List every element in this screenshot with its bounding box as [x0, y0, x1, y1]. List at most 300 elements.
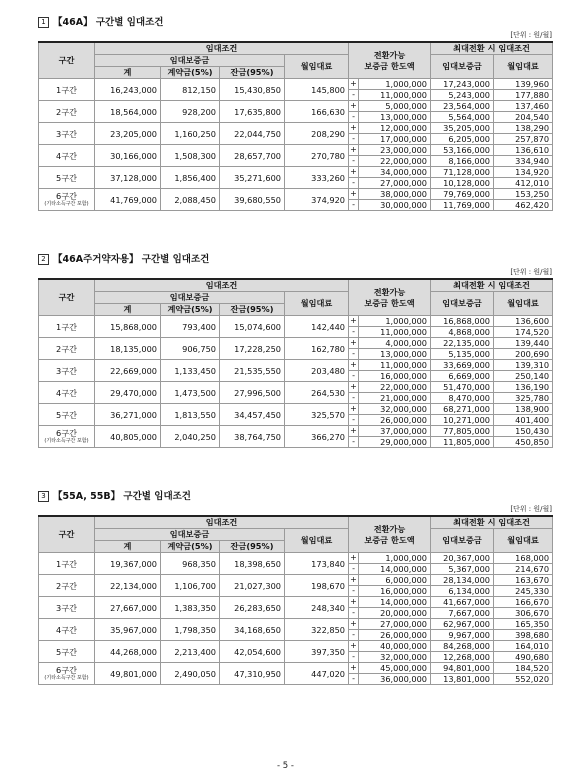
header-deposit: 임대보증금: [95, 292, 285, 304]
plus-sign: +: [350, 553, 357, 562]
plus-deposit-cell: 71,128,000: [431, 167, 494, 178]
unit-label: [단위 : 원/월]: [510, 31, 552, 39]
section-title-text: 【46A】 구간별 임대조건: [53, 17, 164, 28]
plus-limit-cell: 1,000,000: [359, 79, 431, 90]
plus-sign: +: [350, 189, 357, 198]
monthly-cell: 173,840: [285, 553, 349, 575]
table-row: [39, 404, 553, 415]
section-number: 2: [38, 254, 49, 265]
group-name: 6구간: [55, 428, 78, 438]
monthly-cell: 325,570: [285, 404, 349, 426]
plus-monthly-cell: 163,670: [494, 575, 553, 586]
contract-cell: 928,200: [161, 101, 220, 123]
monthly-cell: 333,260: [285, 167, 349, 189]
plus-deposit-cell: 22,135,000: [431, 338, 494, 349]
minus-monthly-cell: 462,420: [494, 200, 553, 211]
header-contract: 계약금(5%): [161, 541, 220, 553]
header-max-deposit: 임대보증금: [431, 55, 494, 79]
plus-deposit-cell: 16,868,000: [431, 316, 494, 327]
minus-deposit-cell: 13,801,000: [431, 674, 494, 685]
monthly-cell: 270,780: [285, 145, 349, 167]
plus-sign: +: [350, 123, 357, 132]
header-contract: 계약금(5%): [161, 67, 220, 79]
contract-cell: 2,490,050: [161, 663, 220, 685]
minus-monthly-cell: 334,940: [494, 156, 553, 167]
plus-deposit-cell: 79,769,000: [431, 189, 494, 200]
plus-monthly-cell: 150,430: [494, 426, 553, 437]
plus-monthly-cell: 184,520: [494, 663, 553, 674]
group-name: 3구간: [55, 602, 78, 613]
minus-limit-cell: 17,000,000: [359, 134, 431, 145]
header-rent-conditions: 임대조건: [95, 42, 349, 55]
minus-sign: -: [349, 586, 359, 597]
plus-monthly-cell: 165,350: [494, 619, 553, 630]
group-name: 5구간: [55, 409, 78, 420]
table-row: [39, 167, 553, 178]
table-row: [39, 619, 553, 630]
header-max-conversion: 최대전환 시 임대조건: [431, 516, 553, 529]
balance-cell: 34,168,650: [220, 619, 285, 641]
section-46a-elderly: [38, 253, 552, 448]
minus-sign: -: [349, 630, 359, 641]
plus-limit-cell: 34,000,000: [359, 167, 431, 178]
plus-limit-cell: 23,000,000: [359, 145, 431, 156]
plus-sign: +: [350, 641, 357, 650]
group-name: 6구간: [55, 665, 78, 675]
section-title: [38, 16, 552, 30]
group-cell: [39, 338, 95, 360]
header-convertible-line2: 보증금 한도액: [364, 60, 415, 71]
group-name: 2구간: [55, 106, 78, 117]
table-row: [39, 316, 553, 327]
group-name: 4구간: [55, 150, 78, 161]
minus-monthly-cell: 257,870: [494, 134, 553, 145]
minus-deposit-cell: 10,271,000: [431, 415, 494, 426]
minus-limit-cell: 16,000,000: [359, 371, 431, 382]
minus-monthly-cell: 412,010: [494, 178, 553, 189]
page-number: - 5 -: [277, 761, 294, 771]
minus-monthly-cell: 174,520: [494, 327, 553, 338]
header-balance: 잔금(95%): [220, 67, 285, 79]
plus-limit-cell: 1,000,000: [359, 553, 431, 564]
plus-limit-cell: 22,000,000: [359, 382, 431, 393]
group-cell: [39, 553, 95, 575]
header-convertible-line2: 보증금 한도액: [364, 297, 415, 308]
plus-monthly-cell: 138,900: [494, 404, 553, 415]
group-name: 6구간: [55, 191, 78, 201]
total-cell: 19,367,000: [95, 553, 161, 575]
section-number: 3: [38, 491, 49, 502]
table-row: [39, 123, 553, 134]
total-cell: 22,669,000: [95, 360, 161, 382]
header-rent-conditions: 임대조건: [95, 516, 349, 529]
contract-cell: 1,133,450: [161, 360, 220, 382]
group-cell: [39, 382, 95, 404]
group-cell: [39, 426, 95, 448]
group-name: 2구간: [55, 580, 78, 591]
minus-sign: -: [349, 371, 359, 382]
total-cell: 44,268,000: [95, 641, 161, 663]
contract-cell: 1,473,500: [161, 382, 220, 404]
contract-cell: 2,088,450: [161, 189, 220, 211]
plus-monthly-cell: 164,010: [494, 641, 553, 652]
plus-limit-cell: 4,000,000: [359, 338, 431, 349]
monthly-cell: 248,340: [285, 597, 349, 619]
minus-deposit-cell: 6,669,000: [431, 371, 494, 382]
header-group: 구간: [39, 42, 95, 79]
total-cell: 22,134,000: [95, 575, 161, 597]
plus-deposit-cell: 20,367,000: [431, 553, 494, 564]
section-title-text: 【55A, 55B】 구간별 임대조건: [53, 491, 191, 502]
plus-limit-cell: 40,000,000: [359, 641, 431, 652]
group-name: 1구간: [55, 321, 78, 332]
plus-deposit-cell: 23,564,000: [431, 101, 494, 112]
contract-cell: 793,400: [161, 316, 220, 338]
plus-deposit-cell: 94,801,000: [431, 663, 494, 674]
minus-deposit-cell: 11,769,000: [431, 200, 494, 211]
group-note: (기타소득구간 포함): [44, 675, 89, 681]
minus-limit-cell: 32,000,000: [359, 652, 431, 663]
table-row: [39, 663, 553, 674]
group-name: 1구간: [55, 558, 78, 569]
monthly-cell: 142,440: [285, 316, 349, 338]
balance-cell: 47,310,950: [220, 663, 285, 685]
monthly-cell: 374,920: [285, 189, 349, 211]
plus-monthly-cell: 139,960: [494, 79, 553, 90]
group-cell: [39, 189, 95, 211]
plus-sign: +: [350, 360, 357, 369]
plus-deposit-cell: 53,166,000: [431, 145, 494, 156]
total-cell: 16,243,000: [95, 79, 161, 101]
total-cell: 18,135,000: [95, 338, 161, 360]
minus-monthly-cell: 398,680: [494, 630, 553, 641]
table-row: [39, 426, 553, 437]
plus-deposit-cell: 62,967,000: [431, 619, 494, 630]
minus-monthly-cell: 204,540: [494, 112, 553, 123]
header-monthly: 월임대료: [285, 55, 349, 79]
group-note: (기타소득구간 포함): [44, 438, 89, 444]
rent-table: [38, 278, 553, 448]
header-group: 구간: [39, 516, 95, 553]
total-cell: 37,128,000: [95, 167, 161, 189]
header-group: 구간: [39, 279, 95, 316]
group-name: 2구간: [55, 343, 78, 354]
section-title: [38, 490, 552, 504]
group-name: 4구간: [55, 387, 78, 398]
header-total: 계: [95, 541, 161, 553]
plus-monthly-cell: 136,600: [494, 316, 553, 327]
header-deposit: 임대보증금: [95, 529, 285, 541]
minus-limit-cell: 11,000,000: [359, 90, 431, 101]
minus-sign: -: [349, 134, 359, 145]
section-number: 1: [38, 17, 49, 28]
contract-cell: 1,106,700: [161, 575, 220, 597]
unit-label: [단위 : 원/월]: [510, 505, 552, 513]
balance-cell: 26,283,650: [220, 597, 285, 619]
minus-limit-cell: 20,000,000: [359, 608, 431, 619]
plus-deposit-cell: 17,243,000: [431, 79, 494, 90]
section-title-text: 【46A주거약자용】 구간별 임대조건: [53, 254, 210, 265]
minus-monthly-cell: 200,690: [494, 349, 553, 360]
group-note: (기타소득구간 포함): [44, 201, 89, 207]
unit-label: [단위 : 원/월]: [510, 268, 552, 276]
group-cell: [39, 663, 95, 685]
minus-deposit-cell: 10,128,000: [431, 178, 494, 189]
group-cell: [39, 79, 95, 101]
total-cell: 15,868,000: [95, 316, 161, 338]
minus-deposit-cell: 7,667,000: [431, 608, 494, 619]
monthly-cell: 208,290: [285, 123, 349, 145]
plus-monthly-cell: 168,000: [494, 553, 553, 564]
minus-limit-cell: 26,000,000: [359, 415, 431, 426]
header-max-monthly: 월임대료: [494, 292, 553, 316]
contract-cell: 1,160,250: [161, 123, 220, 145]
minus-deposit-cell: 5,367,000: [431, 564, 494, 575]
minus-sign: -: [349, 349, 359, 360]
header-max-deposit: 임대보증금: [431, 292, 494, 316]
contract-cell: 2,213,400: [161, 641, 220, 663]
balance-cell: 15,074,600: [220, 316, 285, 338]
plus-sign: +: [350, 426, 357, 435]
balance-cell: 18,398,650: [220, 553, 285, 575]
balance-cell: 22,044,750: [220, 123, 285, 145]
monthly-cell: 322,850: [285, 619, 349, 641]
plus-sign: +: [350, 167, 357, 176]
group-cell: [39, 123, 95, 145]
plus-limit-cell: 38,000,000: [359, 189, 431, 200]
plus-monthly-cell: 136,610: [494, 145, 553, 156]
minus-limit-cell: 36,000,000: [359, 674, 431, 685]
plus-limit-cell: 27,000,000: [359, 619, 431, 630]
monthly-cell: 264,530: [285, 382, 349, 404]
plus-deposit-cell: 84,268,000: [431, 641, 494, 652]
balance-cell: 39,680,550: [220, 189, 285, 211]
minus-sign: -: [349, 652, 359, 663]
plus-limit-cell: 45,000,000: [359, 663, 431, 674]
minus-monthly-cell: 401,400: [494, 415, 553, 426]
plus-limit-cell: 32,000,000: [359, 404, 431, 415]
minus-sign: -: [349, 674, 359, 685]
minus-limit-cell: 11,000,000: [359, 327, 431, 338]
group-cell: [39, 167, 95, 189]
contract-cell: 906,750: [161, 338, 220, 360]
table-row: [39, 79, 553, 90]
plus-limit-cell: 6,000,000: [359, 575, 431, 586]
monthly-cell: 203,480: [285, 360, 349, 382]
header-balance: 잔금(95%): [220, 304, 285, 316]
group-name: 3구간: [55, 128, 78, 139]
total-cell: 23,205,000: [95, 123, 161, 145]
monthly-cell: 162,780: [285, 338, 349, 360]
plus-deposit-cell: 77,805,000: [431, 426, 494, 437]
plus-deposit-cell: 51,470,000: [431, 382, 494, 393]
balance-cell: 15,430,850: [220, 79, 285, 101]
header-balance: 잔금(95%): [220, 541, 285, 553]
minus-deposit-cell: 5,135,000: [431, 349, 494, 360]
group-cell: [39, 101, 95, 123]
minus-limit-cell: 13,000,000: [359, 112, 431, 123]
minus-sign: -: [349, 90, 359, 101]
contract-cell: 2,040,250: [161, 426, 220, 448]
plus-limit-cell: 11,000,000: [359, 360, 431, 371]
minus-monthly-cell: 490,680: [494, 652, 553, 663]
plus-monthly-cell: 134,920: [494, 167, 553, 178]
header-contract: 계약금(5%): [161, 304, 220, 316]
header-convertible-line1: 전환가능: [373, 49, 406, 60]
contract-cell: 968,350: [161, 553, 220, 575]
total-cell: 29,470,000: [95, 382, 161, 404]
group-name: 1구간: [55, 84, 78, 95]
rent-table: [38, 41, 553, 211]
rent-table: [38, 515, 553, 685]
plus-limit-cell: 37,000,000: [359, 426, 431, 437]
minus-limit-cell: 27,000,000: [359, 178, 431, 189]
minus-deposit-cell: 12,268,000: [431, 652, 494, 663]
minus-monthly-cell: 325,780: [494, 393, 553, 404]
minus-limit-cell: 14,000,000: [359, 564, 431, 575]
minus-deposit-cell: 6,205,000: [431, 134, 494, 145]
minus-deposit-cell: 5,564,000: [431, 112, 494, 123]
total-cell: 40,805,000: [95, 426, 161, 448]
table-row: [39, 101, 553, 112]
total-cell: 49,801,000: [95, 663, 161, 685]
header-max-monthly: 월임대료: [494, 55, 553, 79]
balance-cell: 35,271,600: [220, 167, 285, 189]
contract-cell: 1,798,350: [161, 619, 220, 641]
minus-sign: -: [349, 112, 359, 123]
group-cell: [39, 145, 95, 167]
plus-monthly-cell: 139,310: [494, 360, 553, 371]
table-row: [39, 553, 553, 564]
plus-sign: +: [350, 382, 357, 391]
header-convertible: [349, 279, 431, 316]
total-cell: 30,166,000: [95, 145, 161, 167]
monthly-cell: 166,630: [285, 101, 349, 123]
monthly-cell: 447,020: [285, 663, 349, 685]
plus-limit-cell: 1,000,000: [359, 316, 431, 327]
plus-sign: +: [350, 145, 357, 154]
minus-limit-cell: 30,000,000: [359, 200, 431, 211]
minus-limit-cell: 13,000,000: [359, 349, 431, 360]
group-name: 5구간: [55, 646, 78, 657]
header-max-monthly: 월임대료: [494, 529, 553, 553]
table-row: [39, 575, 553, 586]
contract-cell: 812,150: [161, 79, 220, 101]
minus-deposit-cell: 6,134,000: [431, 586, 494, 597]
group-cell: [39, 641, 95, 663]
header-max-conversion: 최대전환 시 임대조건: [431, 279, 553, 292]
plus-sign: +: [350, 101, 357, 110]
minus-monthly-cell: 450,850: [494, 437, 553, 448]
group-cell: [39, 404, 95, 426]
plus-monthly-cell: 137,460: [494, 101, 553, 112]
group-cell: [39, 619, 95, 641]
plus-limit-cell: 12,000,000: [359, 123, 431, 134]
plus-limit-cell: 5,000,000: [359, 101, 431, 112]
minus-monthly-cell: 552,020: [494, 674, 553, 685]
plus-sign: +: [350, 597, 357, 606]
monthly-cell: 397,350: [285, 641, 349, 663]
plus-limit-cell: 14,000,000: [359, 597, 431, 608]
table-row: [39, 189, 553, 200]
group-name: 4구간: [55, 624, 78, 635]
minus-limit-cell: 16,000,000: [359, 586, 431, 597]
group-cell: [39, 597, 95, 619]
plus-sign: +: [350, 316, 357, 325]
minus-sign: -: [349, 437, 359, 448]
plus-sign: +: [350, 663, 357, 672]
balance-cell: 21,027,300: [220, 575, 285, 597]
header-convertible: [349, 42, 431, 79]
monthly-cell: 145,800: [285, 79, 349, 101]
plus-monthly-cell: 153,250: [494, 189, 553, 200]
plus-deposit-cell: 33,669,000: [431, 360, 494, 371]
header-rent-conditions: 임대조건: [95, 279, 349, 292]
minus-sign: -: [349, 327, 359, 338]
minus-deposit-cell: 11,805,000: [431, 437, 494, 448]
total-cell: 35,967,000: [95, 619, 161, 641]
balance-cell: 34,457,450: [220, 404, 285, 426]
header-monthly: 월임대료: [285, 529, 349, 553]
header-max-conversion: 최대전환 시 임대조건: [431, 42, 553, 55]
plus-sign: +: [350, 404, 357, 413]
total-cell: 18,564,000: [95, 101, 161, 123]
monthly-cell: 198,670: [285, 575, 349, 597]
minus-sign: -: [349, 415, 359, 426]
minus-monthly-cell: 245,330: [494, 586, 553, 597]
minus-limit-cell: 21,000,000: [359, 393, 431, 404]
balance-cell: 42,054,600: [220, 641, 285, 663]
contract-cell: 1,508,300: [161, 145, 220, 167]
plus-sign: +: [350, 575, 357, 584]
plus-deposit-cell: 35,205,000: [431, 123, 494, 134]
minus-sign: -: [349, 156, 359, 167]
minus-sign: -: [349, 608, 359, 619]
plus-monthly-cell: 139,440: [494, 338, 553, 349]
balance-cell: 28,657,700: [220, 145, 285, 167]
minus-deposit-cell: 5,243,000: [431, 90, 494, 101]
group-cell: [39, 316, 95, 338]
minus-sign: -: [349, 393, 359, 404]
group-cell: [39, 575, 95, 597]
plus-monthly-cell: 138,290: [494, 123, 553, 134]
header-total: 계: [95, 304, 161, 316]
section-55a-55b: [38, 490, 552, 685]
plus-monthly-cell: 136,190: [494, 382, 553, 393]
header-convertible-line2: 보증금 한도액: [364, 534, 415, 545]
table-row: [39, 145, 553, 156]
header-convertible-line1: 전환가능: [373, 523, 406, 534]
contract-cell: 1,813,550: [161, 404, 220, 426]
contract-cell: 1,856,400: [161, 167, 220, 189]
section-title: [38, 253, 552, 267]
header-monthly: 월임대료: [285, 292, 349, 316]
table-row: [39, 597, 553, 608]
header-deposit: 임대보증금: [95, 55, 285, 67]
balance-cell: 38,764,750: [220, 426, 285, 448]
section-46a: [38, 16, 552, 211]
balance-cell: 21,535,550: [220, 360, 285, 382]
plus-sign: +: [350, 619, 357, 628]
header-total: 계: [95, 67, 161, 79]
minus-limit-cell: 29,000,000: [359, 437, 431, 448]
minus-monthly-cell: 306,670: [494, 608, 553, 619]
table-row: [39, 641, 553, 652]
contract-cell: 1,383,350: [161, 597, 220, 619]
plus-sign: +: [350, 338, 357, 347]
minus-monthly-cell: 250,140: [494, 371, 553, 382]
minus-deposit-cell: 9,967,000: [431, 630, 494, 641]
